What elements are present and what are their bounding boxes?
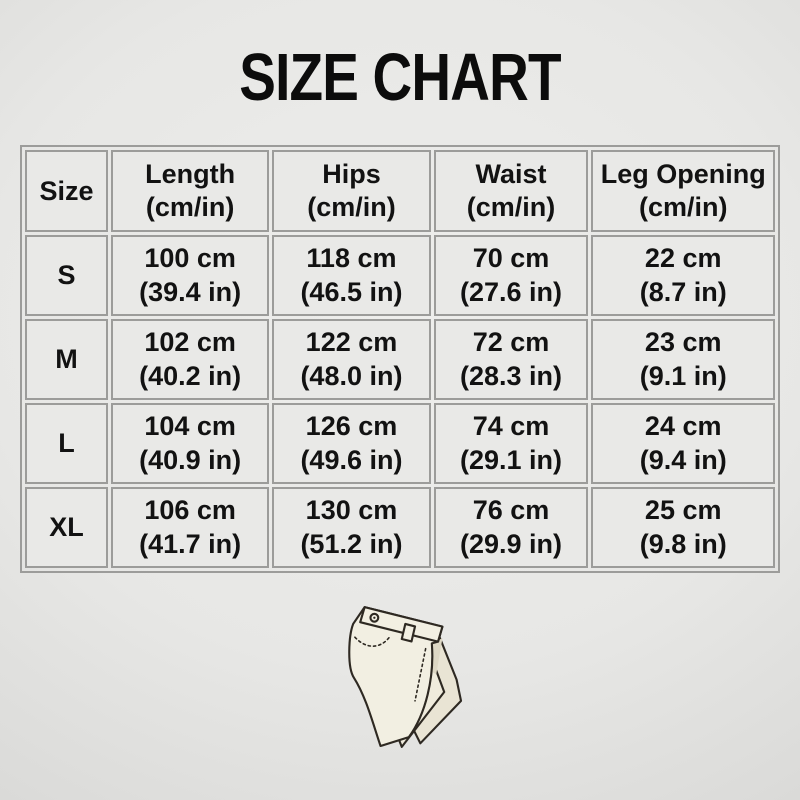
table-row-l bbox=[25, 403, 775, 484]
size-label: L bbox=[25, 403, 108, 484]
header-unit: (cm/in) bbox=[638, 192, 728, 222]
size-label: S bbox=[25, 235, 108, 316]
header-label: Size bbox=[39, 175, 94, 206]
size-table-header bbox=[25, 150, 775, 232]
cell-length-l bbox=[111, 403, 269, 484]
header-hips bbox=[272, 150, 430, 232]
value-in: (29.1 in) bbox=[460, 444, 563, 475]
header-label: Length bbox=[145, 159, 236, 190]
header-unit: (cm/in) bbox=[145, 192, 235, 222]
value-cm: 126 cm bbox=[305, 410, 398, 441]
value-in: (27.6 in) bbox=[460, 276, 563, 307]
value-in: (41.7 in) bbox=[139, 528, 242, 559]
header-waist bbox=[434, 150, 589, 232]
cell-leg-xl bbox=[591, 487, 775, 568]
header-unit: (cm/in) bbox=[307, 192, 396, 222]
value-in: (40.9 in) bbox=[139, 444, 242, 475]
header-leg-opening bbox=[591, 150, 775, 232]
value-cm: 72 cm bbox=[472, 326, 550, 357]
pants-belt-loop bbox=[402, 624, 415, 642]
cell-leg-l bbox=[591, 403, 775, 484]
value-in: (46.5 in) bbox=[300, 276, 403, 307]
header-label: Hips bbox=[322, 159, 381, 190]
cell-length-xl bbox=[111, 487, 269, 568]
value-in: (9.4 in) bbox=[639, 444, 727, 475]
value-cm: 106 cm bbox=[144, 494, 236, 525]
value-in: (51.2 in) bbox=[300, 528, 403, 559]
header-label: Leg Opening bbox=[600, 159, 766, 190]
value-cm: 23 cm bbox=[644, 326, 722, 357]
folded-pants-icon bbox=[302, 593, 498, 761]
cell-waist-l bbox=[434, 403, 589, 484]
size-table bbox=[20, 145, 780, 573]
value-in: (9.8 in) bbox=[639, 528, 727, 559]
value-cm: 122 cm bbox=[305, 326, 398, 357]
value-cm: 76 cm bbox=[472, 494, 550, 525]
size-table-body bbox=[25, 235, 775, 568]
value-in: (29.9 in) bbox=[460, 528, 563, 559]
cell-leg-m bbox=[591, 319, 775, 400]
header-row bbox=[25, 150, 775, 232]
value-in: (9.1 in) bbox=[639, 360, 727, 391]
value-cm: 118 cm bbox=[306, 242, 397, 273]
pants-button-hole bbox=[373, 617, 375, 619]
value-cm: 104 cm bbox=[144, 410, 236, 441]
cell-hips-xl bbox=[272, 487, 430, 568]
cell-hips-s bbox=[272, 235, 430, 316]
value-cm: 74 cm bbox=[472, 410, 550, 441]
cell-hips-l bbox=[272, 403, 430, 484]
value-in: (40.2 in) bbox=[139, 360, 242, 391]
page-title: SIZE CHART bbox=[239, 40, 561, 115]
size-label: XL bbox=[25, 487, 108, 568]
cell-waist-s bbox=[434, 235, 589, 316]
header-size bbox=[25, 150, 108, 232]
value-cm: 22 cm bbox=[644, 242, 722, 273]
table-row-s bbox=[25, 235, 775, 316]
value-cm: 24 cm bbox=[644, 410, 722, 441]
value-in: (28.3 in) bbox=[460, 360, 563, 391]
folded-pants-illustration bbox=[302, 593, 498, 766]
cell-length-s bbox=[111, 235, 269, 316]
cell-waist-m bbox=[434, 319, 589, 400]
table-row-xl bbox=[25, 487, 775, 568]
value-in: (49.6 in) bbox=[300, 444, 403, 475]
header-length bbox=[111, 150, 269, 232]
value-cm: 70 cm bbox=[472, 242, 550, 273]
header-label: Waist bbox=[475, 159, 547, 190]
value-cm: 102 cm bbox=[144, 326, 236, 357]
cell-waist-xl bbox=[434, 487, 589, 568]
value-cm: 25 cm bbox=[644, 494, 722, 525]
header-unit: (cm/in) bbox=[466, 192, 556, 222]
value-in: (8.7 in) bbox=[639, 276, 727, 307]
size-label: M bbox=[25, 319, 108, 400]
value-in: (39.4 in) bbox=[139, 276, 242, 307]
cell-hips-m bbox=[272, 319, 430, 400]
table-row-m bbox=[25, 319, 775, 400]
value-cm: 100 cm bbox=[144, 242, 236, 273]
cell-leg-s bbox=[591, 235, 775, 316]
value-cm: 130 cm bbox=[305, 494, 398, 525]
value-in: (48.0 in) bbox=[300, 360, 403, 391]
cell-length-m bbox=[111, 319, 269, 400]
